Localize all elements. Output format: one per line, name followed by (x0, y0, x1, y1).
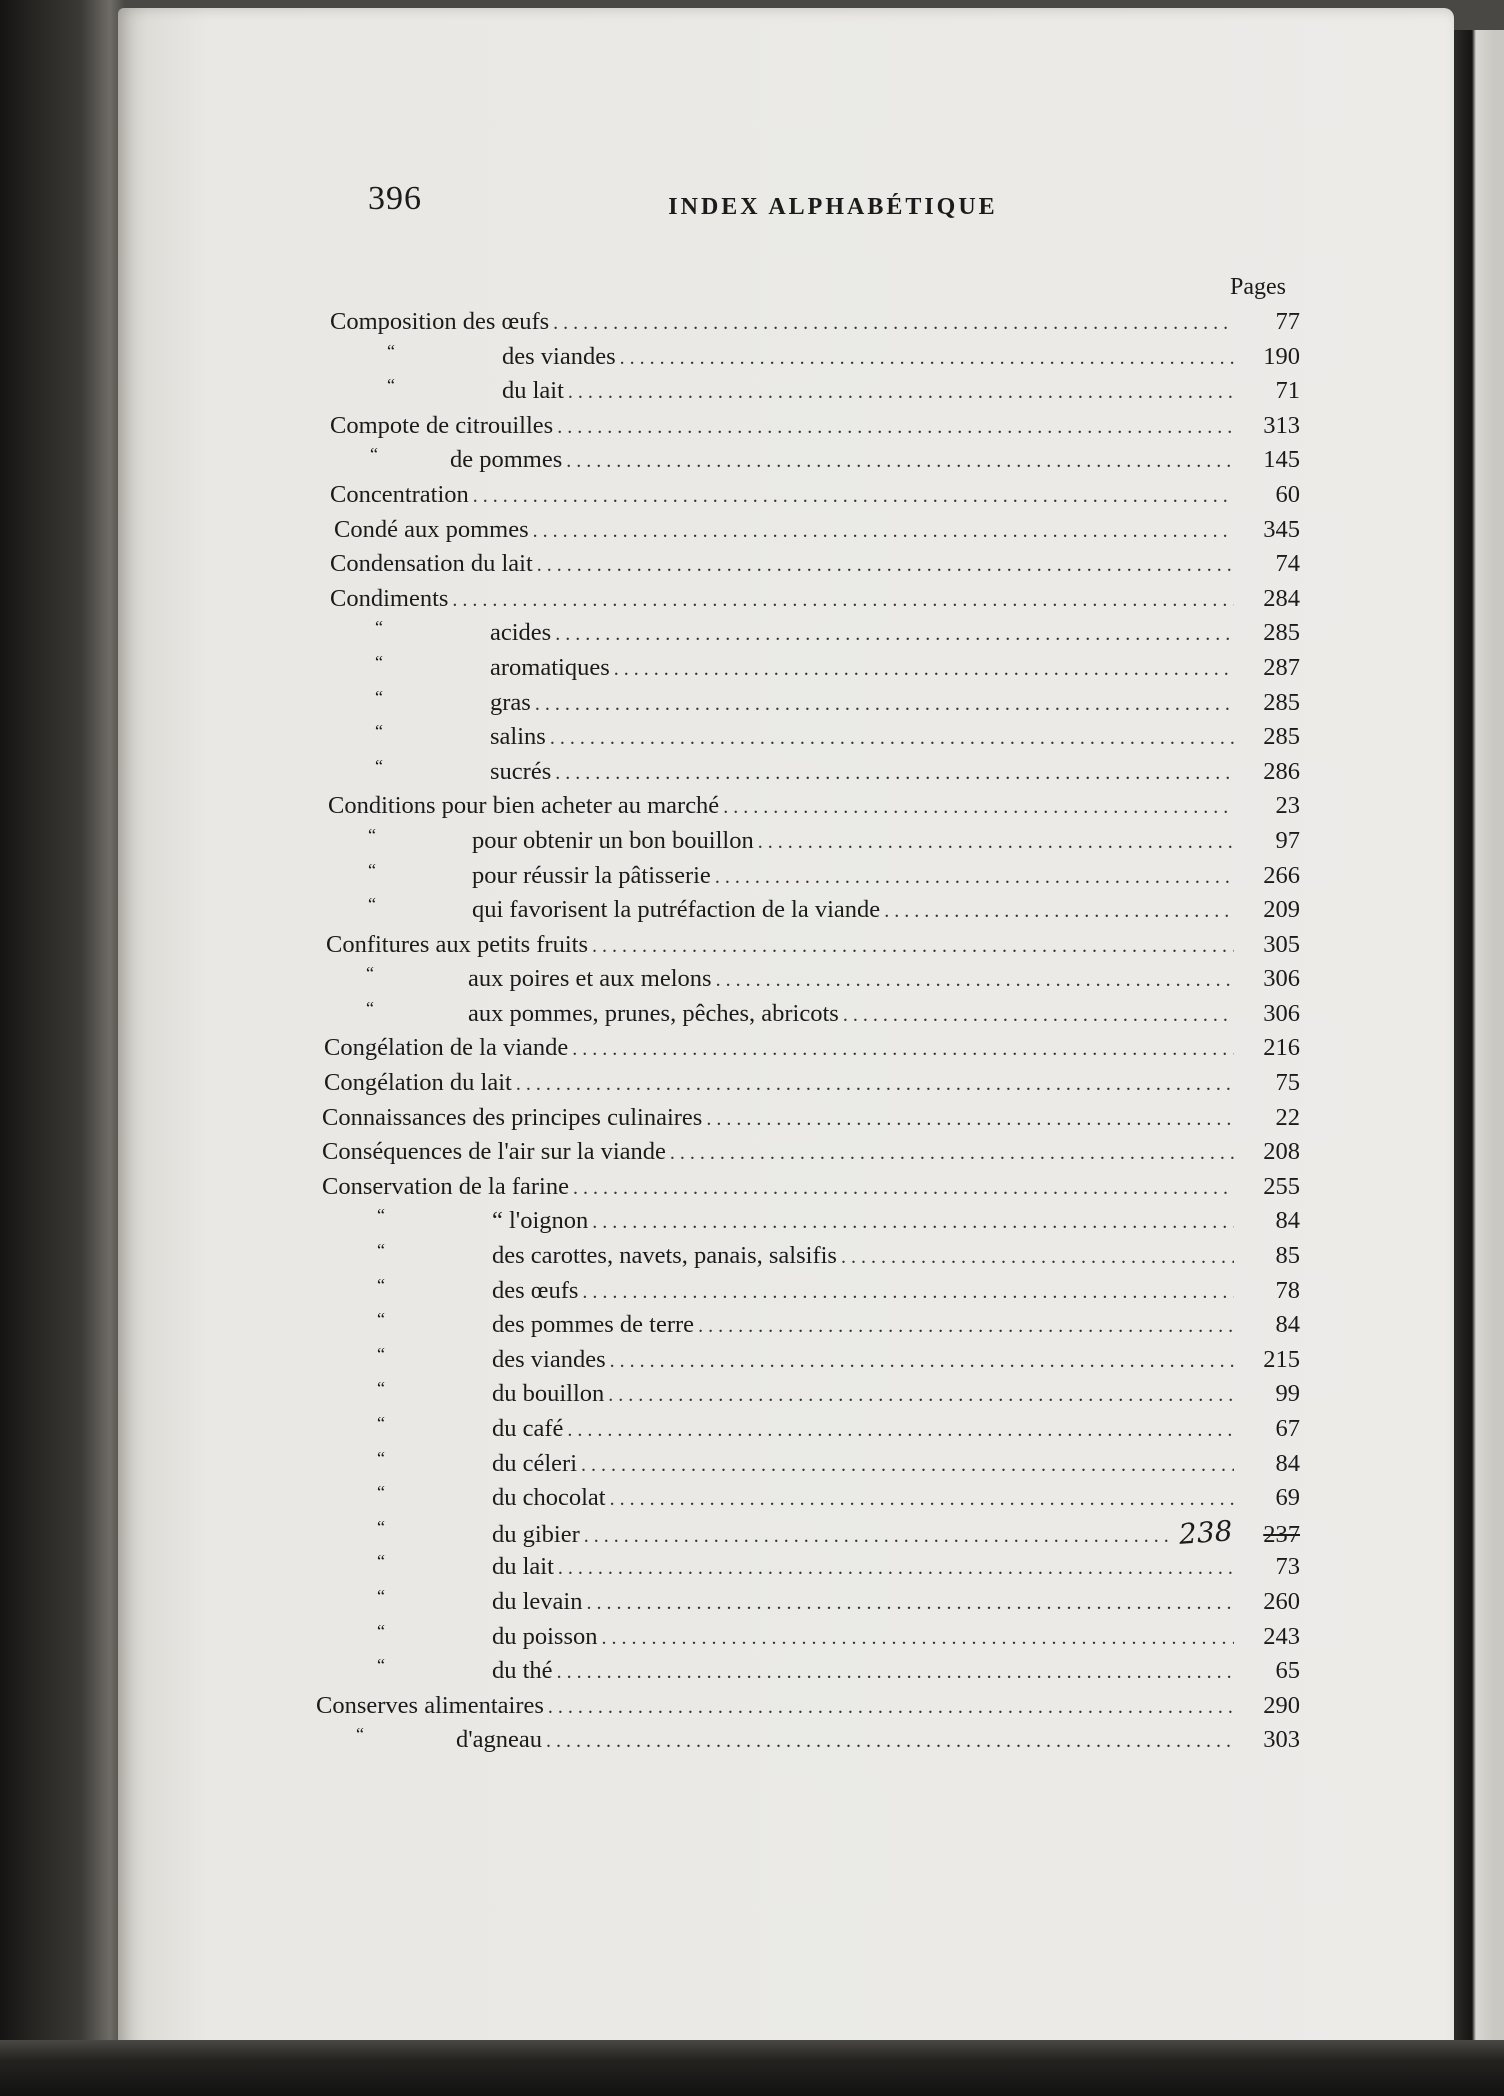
entry-term: du lait (492, 1553, 554, 1581)
entry-term: du levain (492, 1587, 583, 1615)
index-entry (330, 547, 1300, 582)
dot-leader (546, 1724, 1234, 1759)
dot-leader (537, 548, 1234, 583)
index-entry (322, 1550, 1300, 1585)
dot-leader (572, 1032, 1234, 1067)
ditto-mark: “ (377, 1274, 385, 1295)
index-entry (330, 443, 1300, 478)
index-entry (328, 859, 1300, 894)
dot-leader (884, 894, 1234, 929)
entry-page-number: 77 (1275, 308, 1300, 335)
index-entry (322, 1170, 1300, 1205)
entry-term: Condensation du lait (330, 550, 533, 578)
dot-leader (698, 1309, 1234, 1344)
ditto-mark: “ (366, 997, 374, 1018)
index-entry (322, 1274, 1300, 1309)
dot-leader (610, 1482, 1234, 1517)
ditto-mark: “ (377, 1516, 385, 1537)
entry-term: Conservation de la farine (322, 1172, 569, 1200)
adjacent-page-edge (1454, 30, 1504, 2070)
entry-term: Conséquences de l'air sur la viande (322, 1138, 666, 1166)
entry-term: du poisson (492, 1622, 598, 1650)
dot-leader (555, 756, 1234, 791)
index-entry (322, 1481, 1300, 1516)
dot-leader (566, 444, 1234, 479)
entry-page-number: 22 (1275, 1103, 1300, 1131)
entry-page-number: 345 (1263, 515, 1300, 543)
dot-leader (608, 1378, 1234, 1413)
entry-term: Congélation de la viande (324, 1034, 569, 1062)
ditto-mark: “ (366, 963, 374, 984)
entry-page-number: 313 (1263, 411, 1300, 439)
index-entry (328, 893, 1300, 928)
ditto-mark: “ (375, 755, 383, 776)
index-entry (330, 409, 1300, 444)
entry-page-number: 69 (1275, 1484, 1300, 1512)
entry-page-number: 190 (1263, 342, 1300, 370)
entry-page-number: 73 (1275, 1553, 1300, 1581)
index-entry (326, 962, 1300, 997)
entry-page-number: 65 (1275, 1657, 1300, 1685)
ditto-mark: “ (377, 1413, 385, 1433)
ditto-mark: “ (375, 721, 383, 742)
handwritten-correction: 238 (1177, 1513, 1234, 1551)
entry-term: Connaissances des principes culinaires (322, 1103, 703, 1131)
entry-term: Condé aux pommes (334, 515, 529, 543)
entry-page-number: 99 (1275, 1380, 1300, 1408)
entry-page-number: 306 (1263, 999, 1300, 1027)
dot-leader (535, 687, 1234, 722)
entry-term: Condiments (330, 584, 449, 612)
entry-term: des œufs (492, 1276, 579, 1304)
index-entry (322, 1239, 1300, 1274)
dot-leader (587, 1586, 1235, 1621)
index-entry (322, 1308, 1300, 1343)
entry-term: Composition des œufs (330, 308, 550, 335)
entry-term: d'agneau (456, 1726, 543, 1754)
entry-term: des viandes (492, 1345, 606, 1373)
entry-page-number: 84 (1275, 1207, 1300, 1235)
entry-term: Congélation du lait (324, 1069, 512, 1097)
entry-page-number: 216 (1263, 1034, 1300, 1062)
ditto-mark: “ (375, 686, 383, 707)
ditto-mark: “ (368, 859, 376, 880)
dot-leader (841, 1240, 1234, 1275)
index-entry (326, 928, 1300, 963)
index-entry (322, 1585, 1300, 1620)
entry-term: salins (490, 723, 546, 751)
index-entry (322, 1620, 1300, 1655)
entry-page-number: 305 (1263, 930, 1300, 958)
entry-term: pour obtenir un bon bouillon (472, 826, 754, 854)
index-entry (330, 686, 1300, 721)
index-entry (330, 374, 1300, 409)
entry-page-number: 284 (1263, 584, 1300, 612)
index-entry (316, 1723, 1300, 1758)
dot-leader (592, 1205, 1234, 1240)
dot-leader (758, 825, 1234, 860)
entry-term: aux pommes, prunes, pêches, abricots (468, 999, 839, 1027)
dot-leader (723, 790, 1234, 825)
dot-leader (582, 1275, 1234, 1310)
entry-page-number: 75 (1275, 1069, 1300, 1097)
dot-leader (610, 1344, 1234, 1379)
entry-page-number: 208 (1263, 1138, 1300, 1166)
dot-leader (533, 514, 1234, 549)
ditto-mark: “ (375, 617, 383, 638)
entry-term: Conditions pour bien acheter au marché (328, 792, 720, 820)
dot-leader (592, 929, 1234, 964)
entry-page-number: 145 (1263, 446, 1300, 474)
entry-page-number: 243 (1263, 1622, 1300, 1650)
index-entry (328, 824, 1300, 859)
dot-leader (670, 1136, 1234, 1171)
entry-term: du bouillon (492, 1380, 605, 1408)
entry-term: aromatiques (490, 653, 610, 681)
index-entry (322, 1204, 1300, 1239)
book-bottom-edge (0, 2040, 1504, 2096)
index-entry (322, 1377, 1300, 1412)
ditto-mark: “ (368, 824, 376, 845)
entry-term: pour réussir la pâtisserie (472, 861, 711, 889)
dot-leader (584, 1519, 1175, 1554)
entry-term: Concentration (330, 480, 469, 508)
ditto-mark: “ (377, 1343, 385, 1364)
entry-page-number: 23 (1275, 792, 1300, 820)
entry-page-number: 286 (1263, 757, 1300, 785)
ditto-mark: “ (368, 894, 376, 915)
dot-leader (620, 341, 1234, 376)
entry-term: Compote de citrouilles (330, 411, 554, 439)
page-number: 396 (368, 180, 422, 217)
entry-term: Confitures aux petits fruits (326, 930, 588, 958)
entry-page-number: 285 (1263, 619, 1300, 647)
entry-term: du chocolat (492, 1484, 606, 1512)
dot-leader (573, 1171, 1234, 1206)
ditto-mark: “ (377, 1620, 385, 1641)
dot-leader (516, 1067, 1234, 1102)
entry-page-number: 215 (1263, 1345, 1300, 1373)
entry-term: du céleri (492, 1449, 578, 1477)
ditto-mark: “ (375, 651, 383, 672)
dot-leader (716, 963, 1234, 998)
index-entry (330, 755, 1300, 790)
entry-term: “ l'oignon (492, 1207, 589, 1235)
dot-leader (602, 1621, 1234, 1656)
index-entry (328, 789, 1300, 824)
entry-term: aux poires et aux melons (468, 965, 712, 993)
pages-column-label: Pages (1230, 274, 1286, 300)
entry-page-number: 78 (1275, 1276, 1300, 1304)
dot-leader (473, 479, 1234, 514)
entry-page-number: 237 (1263, 1520, 1300, 1548)
dot-leader (581, 1448, 1234, 1483)
dot-leader (553, 306, 1234, 341)
entry-term: du thé (492, 1657, 553, 1685)
index-entry (322, 1513, 1300, 1551)
index-entry (330, 720, 1300, 755)
dot-leader (558, 1551, 1234, 1586)
dot-leader (614, 652, 1234, 687)
entry-page-number: 84 (1275, 1449, 1300, 1477)
entry-term: acides (490, 619, 552, 647)
index-entry (334, 513, 1300, 548)
entry-term: de pommes (450, 446, 563, 474)
index-entry (322, 1343, 1300, 1378)
ditto-mark: “ (377, 1309, 385, 1330)
entry-page-number: 303 (1263, 1726, 1300, 1754)
index-entry (330, 582, 1300, 617)
index-entry (322, 1412, 1300, 1447)
entry-page-number: 71 (1275, 377, 1300, 405)
ditto-mark: “ (377, 1205, 385, 1226)
index-entry (330, 478, 1300, 513)
entry-page-number: 290 (1263, 1691, 1300, 1719)
dot-leader (548, 1690, 1234, 1725)
ditto-mark: “ (377, 1447, 385, 1468)
entry-page-number: 255 (1263, 1172, 1300, 1200)
entry-page-number: 85 (1275, 1242, 1300, 1270)
dot-leader (557, 1655, 1234, 1690)
entry-page-number: 266 (1263, 861, 1300, 889)
index-entry (322, 1654, 1300, 1689)
entry-term: des viandes (502, 342, 616, 370)
entry-term: du lait (502, 377, 564, 405)
entry-page-number: 306 (1263, 965, 1300, 993)
index-entry (330, 651, 1300, 686)
entry-term: sucrés (490, 757, 552, 785)
ditto-mark: “ (356, 1724, 364, 1745)
entry-term: du gibier (492, 1520, 580, 1548)
ditto-mark: “ (387, 375, 395, 396)
dot-leader (706, 1102, 1234, 1137)
entry-term: qui favorisent la putréfaction de la viande (472, 896, 881, 924)
index-entry (324, 1031, 1300, 1066)
ditto-mark: “ (377, 1585, 385, 1606)
entry-page-number: 60 (1275, 480, 1300, 508)
index-entry (326, 997, 1300, 1032)
entry-term: gras (490, 688, 531, 716)
dot-leader (843, 998, 1234, 1033)
entry-term: des pommes de terre (492, 1311, 695, 1339)
index-entry (324, 1066, 1300, 1101)
ditto-mark: “ (377, 1551, 385, 1572)
entry-page-number: 287 (1263, 653, 1300, 681)
dot-leader (452, 583, 1234, 618)
entry-page-number: 97 (1275, 826, 1300, 854)
ditto-mark: “ (377, 1482, 385, 1503)
index-entry (322, 1101, 1300, 1136)
ditto-mark: “ (377, 1240, 385, 1261)
ditto-mark: “ (377, 1655, 385, 1676)
index-entry (316, 1689, 1300, 1724)
entry-page-number: 285 (1263, 688, 1300, 716)
entry-term: Conserves alimentaires (316, 1691, 544, 1719)
entry-page-number: 260 (1263, 1587, 1300, 1615)
entry-term: du café (492, 1415, 564, 1442)
dot-leader (715, 860, 1234, 895)
index-entry (330, 340, 1300, 375)
dot-leader (567, 1413, 1234, 1448)
running-title: INDEX ALPHABÉTIQUE (668, 194, 998, 220)
index-entry (322, 1447, 1300, 1482)
index-list (316, 305, 1300, 1758)
entry-page-number: 67 (1275, 1415, 1300, 1442)
ditto-mark: “ (377, 1378, 385, 1399)
ditto-mark: “ (370, 444, 378, 465)
dot-leader (550, 721, 1234, 756)
entry-term: des carottes, navets, panais, salsifis (492, 1242, 837, 1270)
page-header (368, 180, 1298, 230)
entry-page-number: 285 (1263, 723, 1300, 751)
index-entry (330, 305, 1300, 340)
entry-page-number: 84 (1275, 1311, 1300, 1339)
entry-page-number: 74 (1275, 550, 1300, 578)
dot-leader (557, 410, 1234, 445)
dot-leader (555, 617, 1234, 652)
dot-leader (568, 375, 1234, 410)
index-entry (330, 616, 1300, 651)
ditto-mark: “ (387, 340, 395, 361)
index-entry (322, 1135, 1300, 1170)
entry-page-number: 209 (1263, 896, 1300, 924)
